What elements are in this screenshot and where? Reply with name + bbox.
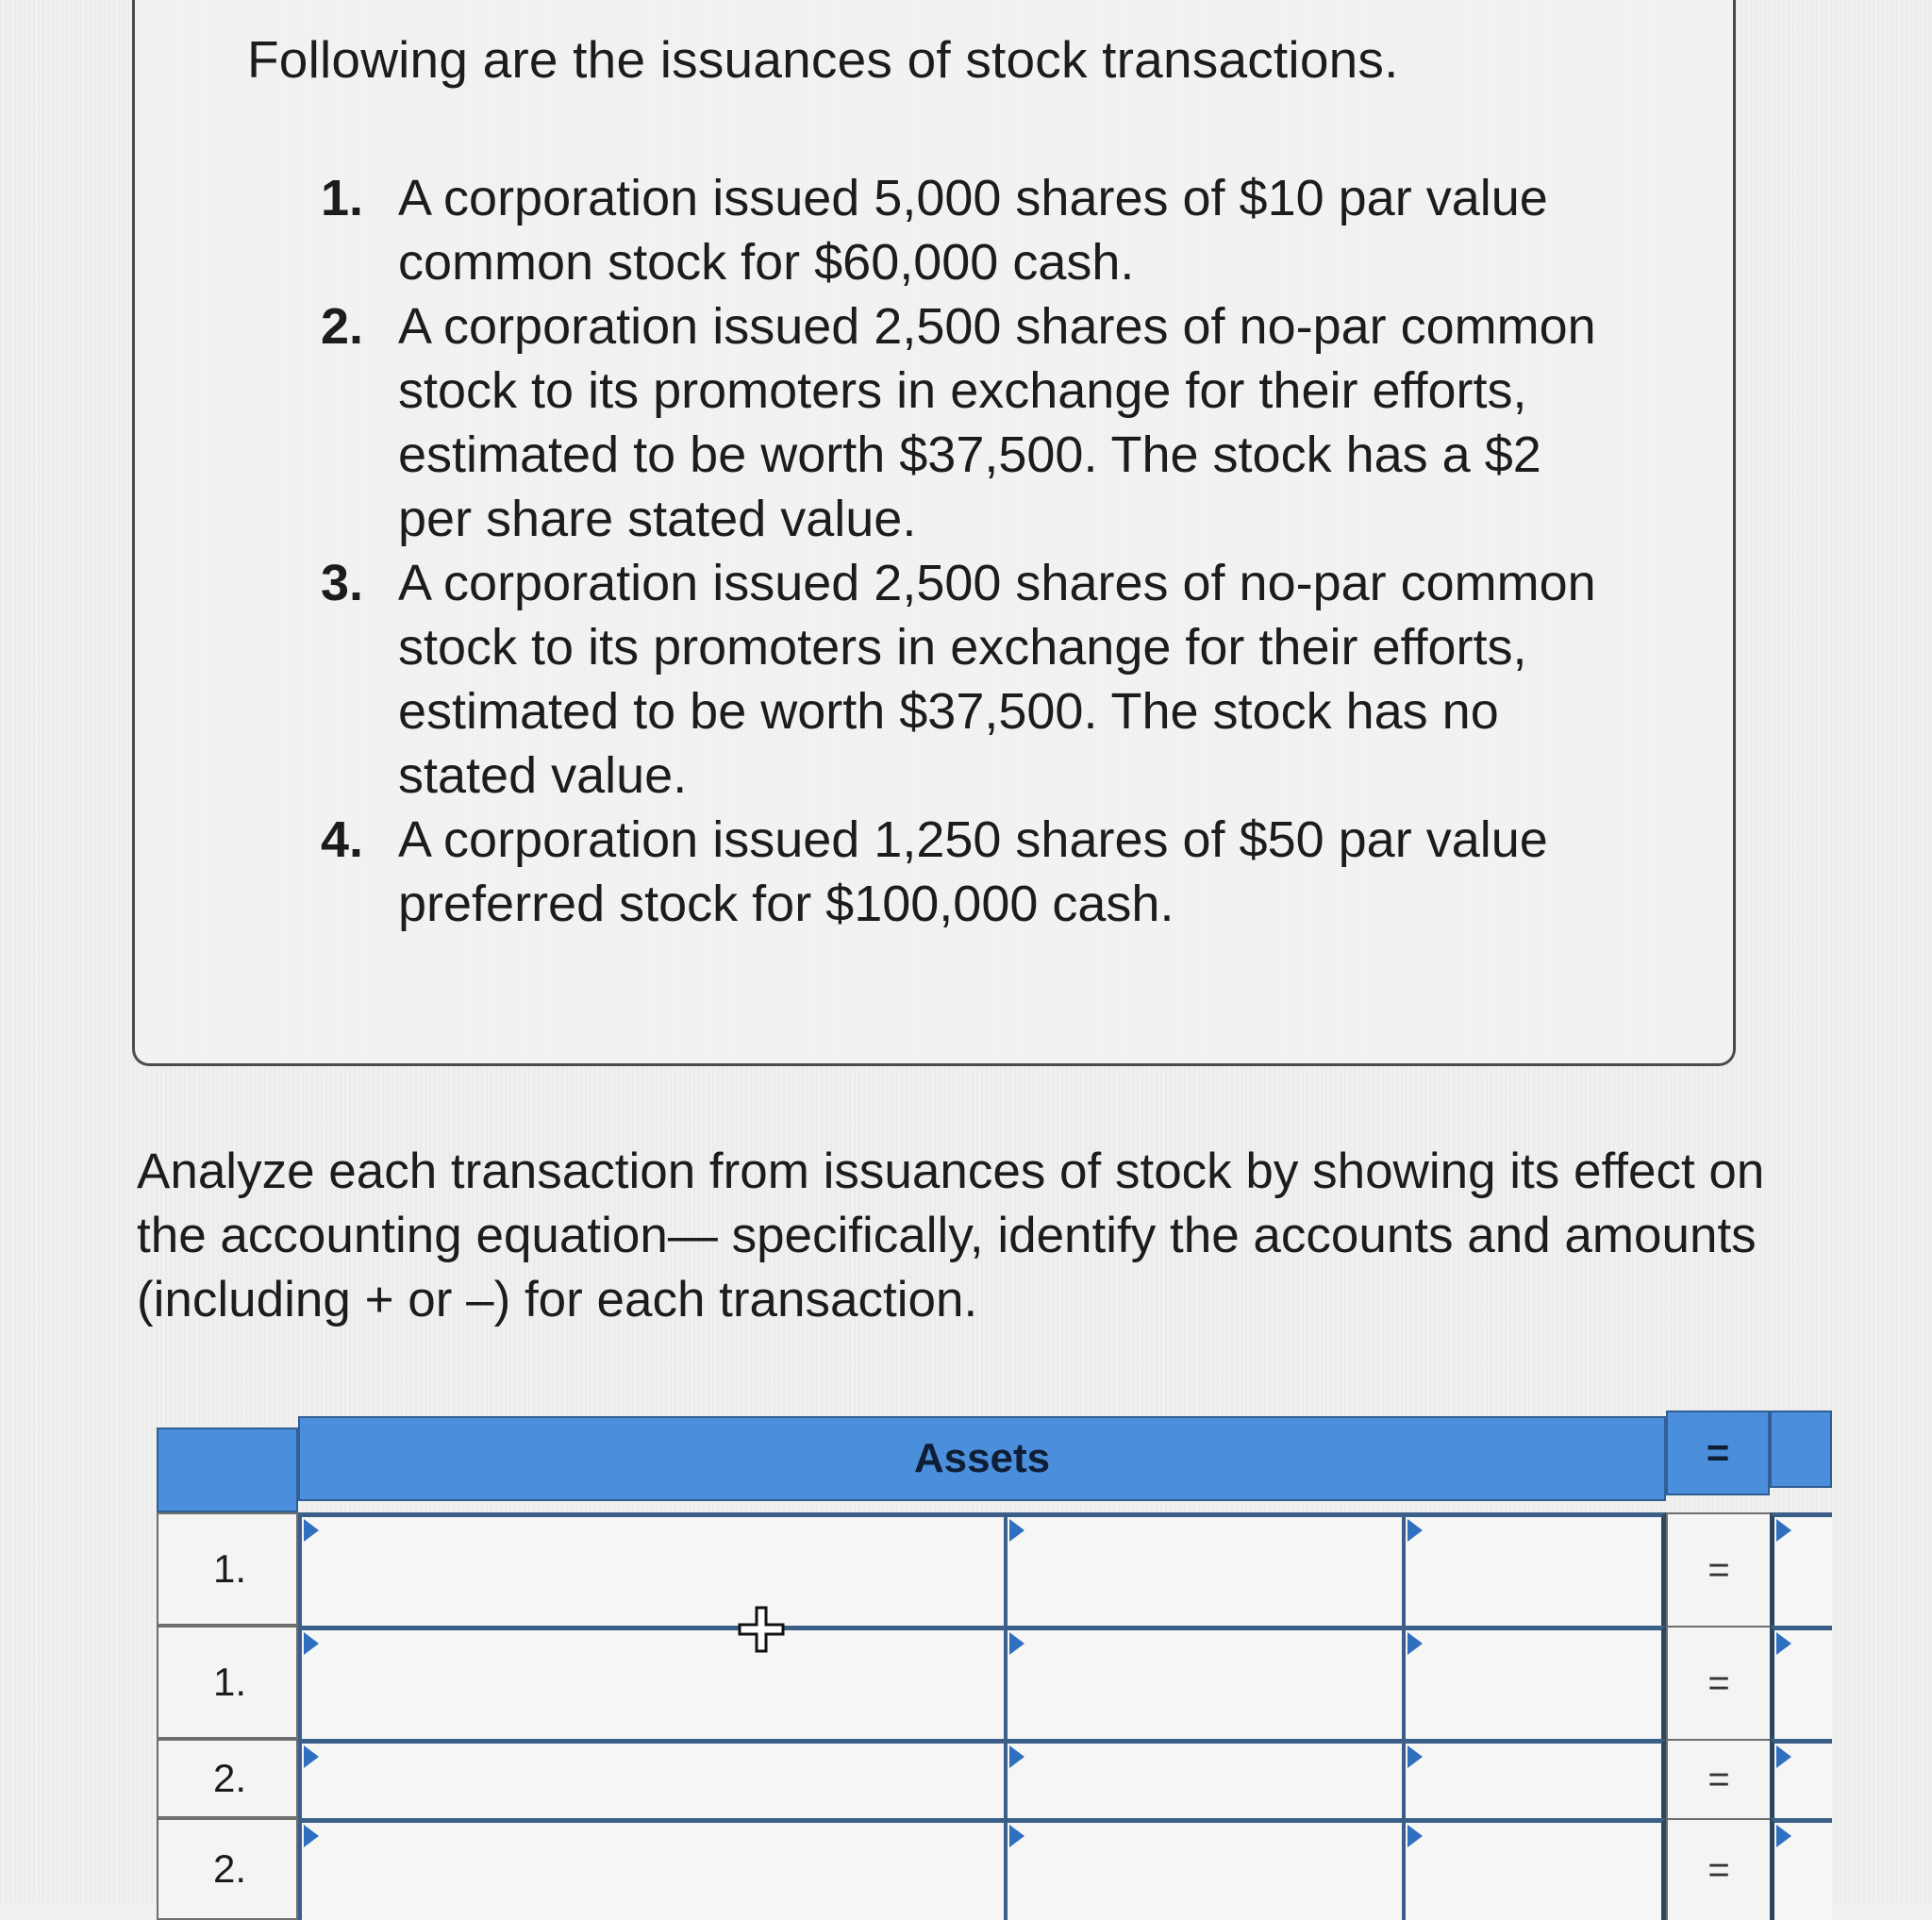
- equity-account-dropdown[interactable]: [1770, 1739, 1832, 1818]
- list-item: [321, 808, 1604, 936]
- dropdown-triangle-icon: [304, 1632, 319, 1655]
- assets-amount-input[interactable]: [1004, 1626, 1402, 1739]
- transaction-list: [321, 166, 1604, 936]
- list-item-text: A corporation issued 1,250 shares of $50 par value preferred stock for $100,000 cash.: [398, 811, 1548, 932]
- list-item-number: 4.: [321, 811, 364, 868]
- header-liabilities-equity: [1770, 1411, 1832, 1488]
- row-label: 1.: [157, 1512, 298, 1626]
- dropdown-triangle-icon: [304, 1825, 319, 1847]
- assets-account-dropdown[interactable]: [298, 1818, 1004, 1920]
- header-equals: =: [1666, 1411, 1770, 1495]
- dropdown-triangle-icon: [1407, 1632, 1423, 1655]
- list-item-text: A corporation issued 5,000 shares of $10 par value common stock for $60,000 cash.: [398, 170, 1548, 291]
- row-label: 1.: [157, 1626, 298, 1739]
- equals-sign: =: [1666, 1626, 1770, 1739]
- dropdown-triangle-icon: [1009, 1632, 1024, 1655]
- list-item-number: 2.: [321, 298, 364, 355]
- table-row: [157, 1818, 1832, 1920]
- assets-account-dropdown[interactable]: [298, 1626, 1004, 1739]
- accounting-equation-table: [157, 1411, 1832, 1920]
- instructions: Analyze each transaction from issuances of stock by showing its effect on the accounting equation— specifically, identify the accounts and amounts (including + or –) for each transaction.: [137, 1144, 1765, 1327]
- crosshair-cursor-icon: [736, 1604, 787, 1655]
- list-item-number: 1.: [321, 170, 364, 226]
- list-item-text: A corporation issued 2,500 shares of no-par common stock to its promoters in exchange for their efforts, estimated to be worth $37,500. The stock has no stated value.: [398, 555, 1596, 804]
- dropdown-triangle-icon: [1776, 1745, 1791, 1768]
- table-row: [157, 1739, 1832, 1818]
- row-label: 2.: [157, 1739, 298, 1818]
- list-item-text: A corporation issued 2,500 shares of no-par common stock to its promoters in exchange for their efforts, estimated to be worth $37,500. The stock has a $2 per share stated value.: [398, 298, 1596, 547]
- dropdown-triangle-icon: [1776, 1519, 1791, 1542]
- dropdown-triangle-icon: [1407, 1519, 1423, 1542]
- dropdown-triangle-icon: [1009, 1745, 1024, 1768]
- assets-amount-input[interactable]: [1004, 1818, 1402, 1920]
- question-intro: Following are the issuances of stock transactions.: [247, 30, 1399, 89]
- dropdown-triangle-icon: [304, 1519, 319, 1542]
- dropdown-triangle-icon: [1407, 1825, 1423, 1847]
- assets-amount-input[interactable]: [1402, 1626, 1666, 1739]
- assets-amount-input[interactable]: [1402, 1818, 1666, 1920]
- list-item-number: 3.: [321, 555, 364, 611]
- header-assets: Assets: [298, 1416, 1666, 1501]
- list-item: [321, 294, 1604, 551]
- dropdown-triangle-icon: [304, 1745, 319, 1768]
- equals-sign: =: [1666, 1818, 1770, 1920]
- assets-account-dropdown[interactable]: [298, 1512, 1004, 1626]
- assets-amount-input[interactable]: [1402, 1512, 1666, 1626]
- equity-account-dropdown[interactable]: [1770, 1512, 1832, 1626]
- table-row: [157, 1626, 1832, 1739]
- dropdown-triangle-icon: [1407, 1745, 1423, 1768]
- list-item: [321, 551, 1604, 808]
- equals-sign: =: [1666, 1512, 1770, 1626]
- assets-account-dropdown[interactable]: [298, 1739, 1004, 1818]
- assets-amount-input[interactable]: [1402, 1739, 1666, 1818]
- dropdown-triangle-icon: [1009, 1519, 1024, 1542]
- header-transaction-column: [157, 1427, 298, 1512]
- list-item: [321, 166, 1604, 294]
- dropdown-triangle-icon: [1009, 1825, 1024, 1847]
- equity-account-dropdown[interactable]: [1770, 1818, 1832, 1920]
- table-row: [157, 1512, 1832, 1626]
- row-label: 2.: [157, 1818, 298, 1920]
- equals-sign: =: [1666, 1739, 1770, 1818]
- dropdown-triangle-icon: [1776, 1825, 1791, 1847]
- assets-amount-input[interactable]: [1004, 1512, 1402, 1626]
- dropdown-triangle-icon: [1776, 1632, 1791, 1655]
- assets-amount-input[interactable]: [1004, 1739, 1402, 1818]
- equity-account-dropdown[interactable]: [1770, 1626, 1832, 1739]
